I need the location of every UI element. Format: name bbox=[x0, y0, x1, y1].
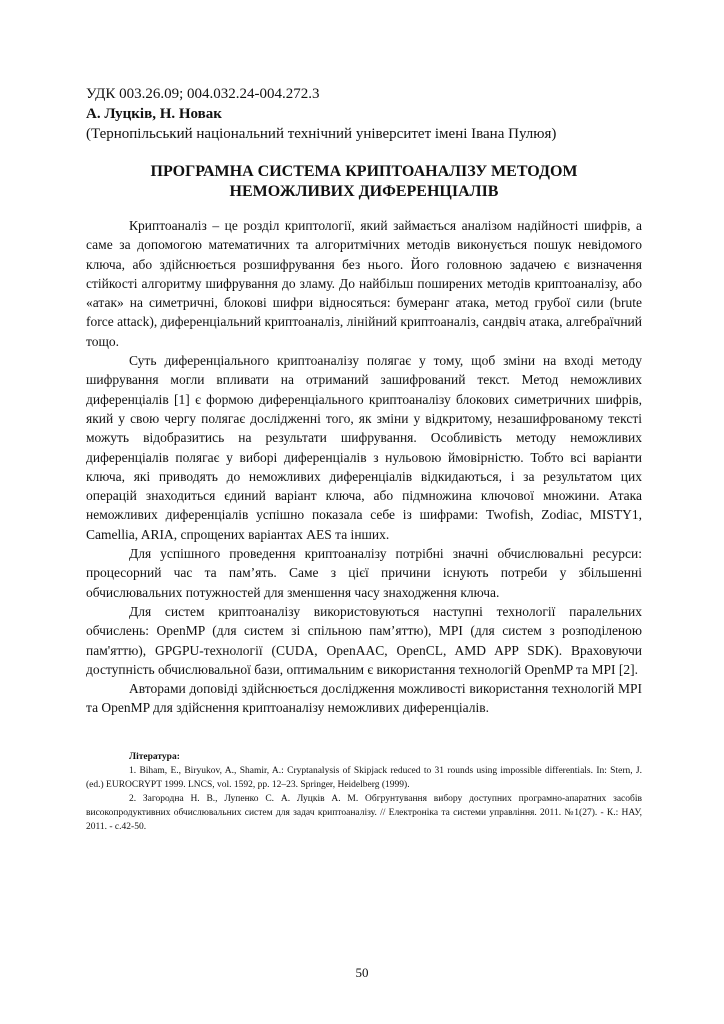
paragraph: Для систем криптоаналізу використовуються наступні технології паралельних обчислень: OpenMP (для систем зі спільною пам’яттю), MPI (для систем з розподіленою пам'яттю), GPGPU-технології (CUDA, OpenAAC, OpenCL, AMD APP SDK). Враховуючи доступність обчислювальної бази, оптимальним є використання технологій OpenMP та MPI [2]. bbox=[86, 603, 642, 677]
paper-title-line-2: НЕМОЖЛИВИХ ДИФЕРЕНЦІАЛІВ bbox=[229, 183, 499, 200]
page-number: 50 bbox=[355, 965, 369, 980]
references-heading: Література: bbox=[129, 751, 180, 762]
reference-item: 2. Загородна Н. В., Лупенко С. А. Луцків А. М. Обгрунтування вибору доступних програмно-апаратних засобів високопродуктивних обчислювальних систем для задач криптоаналізу. // Електроніка та системи управління. 2011. №1(27). - К.: НАУ, 2011. - с.42-50. bbox=[86, 793, 642, 832]
body-text bbox=[86, 216, 642, 718]
paragraph: Криптоаналіз – це розділ криптології, який займається аналізом надійності шифрів, а саме за допомогою математичних та алгоритмічних методів виконується пошук невідомого ключа, або здійснюється розшифрування без нього. Його головною задачею є визначення стійкості алгоритму шифрування до зламу. До найбільш поширених методів криптоаналізу, або «атак» на симетричні, блокові шифри відносяться: бумеранг атака, метод грубої сили (brute force attack), диференціальний криптоаналіз, лінійний криптоаналіз, сандвіч атака, алгебраїчний тощо. bbox=[86, 218, 642, 349]
paper-page bbox=[86, 84, 642, 834]
paragraph: Для успішного проведення криптоаналізу потрібні значні обчислювальні ресурси: процесорний час та пам’ять. Саме з цієї причини існують потреби у збільшенні обчислювальних потужностей для зменшення часу знаходження ключа. bbox=[86, 546, 642, 600]
references bbox=[86, 750, 642, 834]
affiliation: (Тернопільський національний технічний університет імені Івана Пулюя) bbox=[86, 126, 557, 142]
paper-title-line-1: ПРОГРАМНА СИСТЕМА КРИПТОАНАЛІЗУ МЕТОДОМ bbox=[150, 163, 578, 180]
paragraph: Авторами доповіді здійснюється дослідження можливості використання технологій MPI та OpenMP для здійснення криптоаналізу неможливих диференціалів. bbox=[86, 681, 642, 716]
reference-item: 1. Biham, E., Biryukov, A., Shamir, A.: Cryptanalysis of Skipjack reduced to 31 rounds using impossible differentials. In: Stern, J. (ed.) EUROCRYPT 1999. LNCS, vol. 1592, pp. 12–23. Springer, Heidelberg (1999). bbox=[86, 765, 642, 790]
paper-title bbox=[86, 162, 642, 202]
paragraph: Суть диференціального криптоаналізу полягає у тому, щоб зміни на вході методу шифрування могли впливати на отриманий зашифрований текст. Метод неможливих диференціалів [1] є формою диференціального криптоаналізу блокових симетричних шифрів, який у свою чергу полягає дослідженні того, як зміни у відкритому, незашифрованому тексті можуть відобразитись на результати шифрування. Особливість методу неможливих диференціалів полягає у виборі диференціалів з нульовою ймовірністю. Тобто всі варіанти ключа, які приводять до неможливих диференціалів відкидаються, і за результатом цих операцій знаходиться єдиний варіант ключа, або підмножина ключової множини. Атака неможливих диференціалів успішно показала себе із шифрами: Twofish, Zodiac, MISTY1, Camellia, ARIA, спрощених варіантах AES та інших. bbox=[86, 353, 642, 542]
authors: А. Луцків, Н. Новак bbox=[86, 106, 222, 122]
udc-code: УДК 003.26.09; 004.032.24-004.272.3 bbox=[86, 86, 320, 102]
